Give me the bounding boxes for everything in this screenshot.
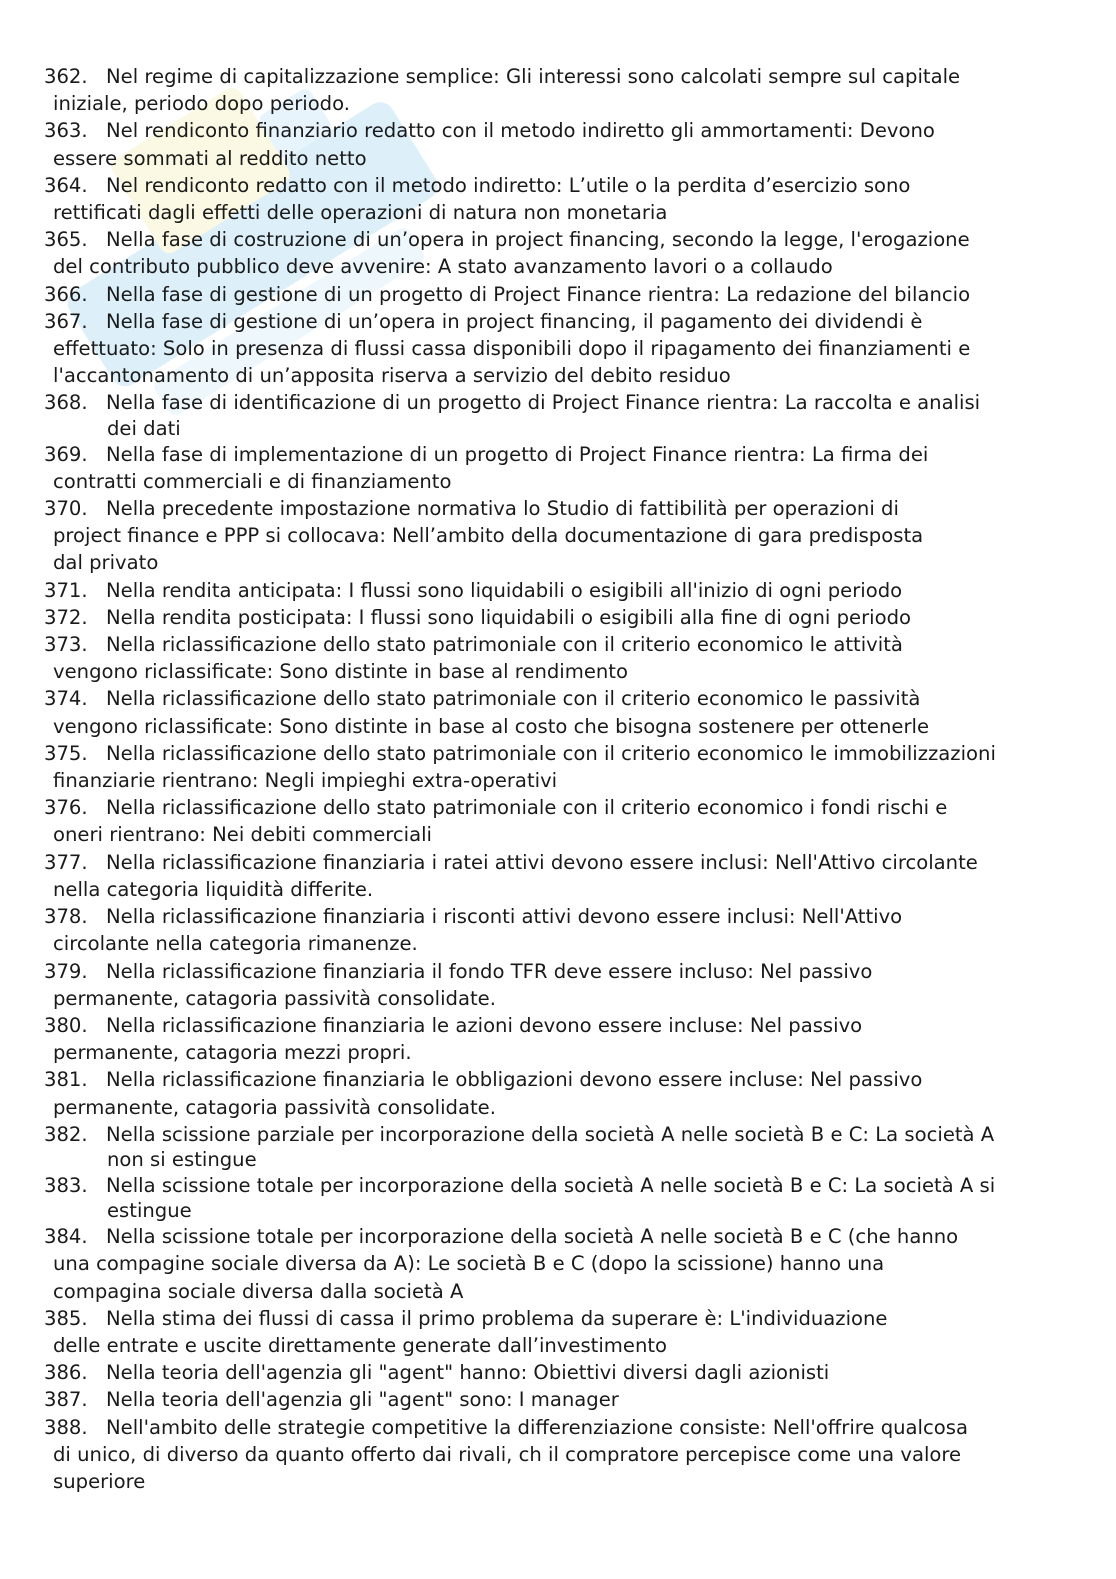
list-item	[44, 631, 1044, 685]
list-item	[44, 389, 1044, 440]
list-item	[44, 1223, 1044, 1305]
list-item	[44, 441, 1044, 495]
item-continuation-line: permanente, catagoria mezzi propri.	[53, 1041, 412, 1065]
item-text: Nella scissione totale per incorporazione della società A nelle società B e C (che hanno	[106, 1225, 959, 1249]
item-continuation	[44, 522, 1044, 576]
item-text: Nella riclassificazione dello stato patrimoniale con il criterio economico le immobilizzazioni	[106, 741, 996, 765]
item-first-line	[44, 1359, 1044, 1386]
item-continuation-line: dei dati	[107, 416, 181, 440]
item-first-line	[44, 849, 1044, 876]
item-number: 381.	[44, 1068, 88, 1092]
item-text: Nella riclassificazione finanziaria le azioni devono essere incluse: Nel passivo	[106, 1013, 863, 1037]
item-text: Nella fase di gestione di un progetto di Project Finance rientra: La redazione del bilancio	[106, 282, 971, 306]
item-number: 364.	[44, 173, 88, 197]
item-continuation-line: oneri rientrano: Nei debiti commerciali	[53, 823, 432, 847]
item-first-line	[44, 495, 1044, 522]
list-item	[44, 1414, 1044, 1496]
item-first-line	[44, 281, 1044, 308]
item-text: Nel rendiconto finanziario redatto con il metodo indiretto gli ammortamenti: Devono	[106, 119, 935, 143]
list-item	[44, 685, 1044, 739]
item-number: 380.	[44, 1013, 88, 1037]
item-first-line	[44, 226, 1044, 253]
item-number: 369.	[44, 442, 88, 466]
item-first-line	[44, 389, 1044, 416]
list-item	[44, 958, 1044, 1012]
item-text: Nell'ambito delle strategie competitive la differenziazione consiste: Nell'offrire qualcosa	[106, 1415, 968, 1439]
item-first-line	[44, 308, 1044, 335]
item-continuation-line: finanziarie rientrano: Negli impieghi extra-operativi	[53, 769, 558, 793]
list-item	[44, 577, 1044, 604]
item-continuation-line: di unico, di diverso da quanto offerto dai rivali, ch il compratore percepisce come una valore	[53, 1442, 962, 1466]
item-continuation	[44, 1094, 1044, 1121]
item-first-line	[44, 117, 1044, 144]
item-text: Nella riclassificazione finanziaria le obbligazioni devono essere incluse: Nel passivo	[106, 1068, 923, 1092]
item-text: Nella fase di identificazione di un progetto di Project Finance rientra: La raccolta e analisi	[106, 391, 981, 415]
item-continuation	[44, 468, 1044, 495]
list-item	[44, 226, 1044, 280]
item-continuation	[44, 767, 1044, 794]
item-continuation	[44, 1332, 1044, 1359]
item-text: Nella fase di gestione di un’opera in project financing, il pagamento dei dividendi è	[106, 309, 923, 333]
item-first-line	[44, 958, 1044, 985]
item-continuation-line: circolante nella categoria rimanenze.	[53, 932, 418, 956]
item-continuation-line: estingue	[107, 1199, 192, 1223]
list-item	[44, 117, 1044, 171]
item-continuation	[44, 1039, 1044, 1066]
item-text: Nella riclassificazione finanziaria il fondo TFR deve essere incluso: Nel passivo	[106, 959, 873, 983]
item-continuation	[44, 335, 1044, 389]
list-item	[44, 308, 1044, 390]
item-number: 375.	[44, 741, 88, 765]
item-text: Nella fase di implementazione di un progetto di Project Finance rientra: La firma dei	[106, 442, 929, 466]
item-first-line	[44, 1012, 1044, 1039]
item-continuation-line: vengono riclassificate: Sono distinte in base al costo che bisogna sostenere per ottenerle	[53, 714, 930, 738]
list-item	[44, 495, 1044, 577]
list-item	[44, 63, 1044, 117]
item-number: 368.	[44, 391, 88, 415]
item-number: 377.	[44, 850, 88, 874]
item-number: 365.	[44, 228, 88, 252]
item-number: 382.	[44, 1122, 88, 1146]
item-first-line	[44, 1305, 1044, 1332]
item-number: 379.	[44, 959, 88, 983]
item-continuation	[44, 658, 1044, 685]
item-first-line	[44, 1223, 1044, 1250]
item-continuation-line: l'accantonamento di un’apposita riserva a servizio del debito residuo	[53, 364, 731, 388]
item-number: 366.	[44, 282, 88, 306]
item-number: 363.	[44, 119, 88, 143]
item-first-line	[44, 172, 1044, 199]
item-text: Nella scissione totale per incorporazione della società A nelle società B e C: La società A si	[106, 1173, 996, 1197]
list-item	[44, 1066, 1044, 1120]
list-item	[44, 281, 1044, 308]
item-continuation	[44, 713, 1044, 740]
item-continuation	[44, 1441, 1044, 1495]
item-text: Nella riclassificazione dello stato patrimoniale con il criterio economico le passività	[106, 687, 921, 711]
item-first-line	[44, 794, 1044, 821]
item-number: 384.	[44, 1225, 88, 1249]
list-item	[44, 903, 1044, 957]
item-continuation-line: compagina sociale diversa dalla società A	[53, 1279, 464, 1303]
list-item	[44, 1012, 1044, 1066]
item-text: Nella teoria dell'agenzia gli "agent" hanno: Obiettivi diversi dagli azionisti	[106, 1361, 830, 1385]
item-continuation-line: delle entrate e uscite direttamente generate dall’investimento	[53, 1333, 668, 1357]
item-first-line	[44, 740, 1044, 767]
list-item	[44, 1172, 1044, 1223]
item-number: 362.	[44, 65, 88, 88]
item-continuation-line: dal privato	[53, 551, 159, 575]
item-first-line	[44, 1121, 1044, 1148]
item-continuation	[44, 90, 1044, 117]
item-text: Nella scissione parziale per incorporazione della società A nelle società B e C: La società A	[106, 1122, 995, 1146]
item-continuation	[44, 821, 1044, 848]
item-number: 378.	[44, 905, 88, 929]
item-continuation-line: rettificati dagli effetti delle operazioni di natura non monetaria	[53, 201, 668, 225]
item-continuation	[44, 199, 1044, 226]
item-first-line	[44, 903, 1044, 930]
item-text: Nella precedente impostazione normativa lo Studio di fattibilità per operazioni di	[106, 497, 899, 521]
item-continuation-line: effettuato: Solo in presenza di flussi cassa disponibili dopo il ripagamento dei finanziamenti e	[53, 337, 971, 361]
item-first-line	[44, 604, 1044, 631]
list-item	[44, 604, 1044, 631]
item-continuation-line: permanente, catagoria passività consolidate.	[53, 986, 496, 1010]
item-continuation-line: essere sommati al reddito netto	[53, 146, 367, 170]
item-text: Nel rendiconto redatto con il metodo indiretto: L’utile o la perdita d’esercizio sono	[106, 173, 911, 197]
item-first-line	[44, 685, 1044, 712]
item-number: 386.	[44, 1361, 88, 1385]
item-first-line	[44, 1386, 1044, 1413]
item-number: 374.	[44, 687, 88, 711]
item-first-line	[44, 63, 1044, 90]
item-number: 367.	[44, 309, 88, 333]
item-text: Nella riclassificazione dello stato patrimoniale con il criterio economico i fondi rischi e	[106, 796, 948, 820]
item-text: Nel regime di capitalizzazione semplice: Gli interessi sono calcolati sempre sul capitale	[106, 65, 961, 88]
list-item	[44, 794, 1044, 848]
item-text: Nella stima dei flussi di cassa il primo problema da superare è: L'individuazione	[106, 1306, 888, 1330]
item-continuation	[44, 985, 1044, 1012]
item-first-line	[44, 631, 1044, 658]
list-item	[44, 172, 1044, 226]
item-continuation	[44, 876, 1044, 903]
item-number: 388.	[44, 1415, 88, 1439]
item-continuation-line: vengono riclassificate: Sono distinte in base al rendimento	[53, 660, 628, 684]
item-continuation-line: non si estingue	[107, 1147, 257, 1171]
item-continuation	[44, 417, 1044, 441]
item-number: 387.	[44, 1388, 88, 1412]
item-first-line	[44, 441, 1044, 468]
list-item	[44, 1359, 1044, 1386]
item-text: Nella rendita anticipata: I flussi sono liquidabili o esigibili all'inizio di ogni periodo	[106, 578, 903, 602]
list-item	[44, 1386, 1044, 1413]
document-body	[44, 63, 1044, 1495]
item-text: Nella fase di costruzione di un’opera in project financing, secondo la legge, l'erogazione	[106, 228, 970, 252]
item-continuation-line: permanente, catagoria passività consolidate.	[53, 1095, 496, 1119]
item-text: Nella teoria dell'agenzia gli "agent" sono: I manager	[106, 1388, 619, 1412]
item-first-line	[44, 1066, 1044, 1093]
item-continuation	[44, 930, 1044, 957]
item-text: Nella riclassificazione finanziaria i risconti attivi devono essere inclusi: Nell'Attivo	[106, 905, 903, 929]
list-item	[44, 1305, 1044, 1359]
item-continuation	[44, 145, 1044, 172]
item-continuation	[44, 1199, 1044, 1223]
item-first-line	[44, 1414, 1044, 1441]
item-continuation	[44, 253, 1044, 280]
item-number: 372.	[44, 605, 88, 629]
list-item	[44, 1121, 1044, 1172]
item-number: 385.	[44, 1306, 88, 1330]
item-first-line	[44, 577, 1044, 604]
list-item	[44, 849, 1044, 903]
item-text: Nella riclassificazione dello stato patrimoniale con il criterio economico le attività	[106, 633, 903, 657]
item-number: 371.	[44, 578, 88, 602]
item-continuation-line: iniziale, periodo dopo periodo.	[53, 92, 350, 116]
item-continuation-line: nella categoria liquidità differite.	[53, 877, 374, 901]
item-continuation-line: superiore	[53, 1469, 146, 1493]
item-text: Nella riclassificazione finanziaria i ratei attivi devono essere inclusi: Nell'Attivo circolante	[106, 850, 978, 874]
item-continuation-line: una compagine sociale diversa da A): Le società B e C (dopo la scissione) hanno una	[53, 1252, 885, 1276]
item-continuation	[44, 1148, 1044, 1172]
item-first-line	[44, 1172, 1044, 1199]
item-continuation-line: project finance e PPP si collocava: Nell’ambito della documentazione di gara predisposta	[53, 524, 924, 548]
item-number: 370.	[44, 497, 88, 521]
item-text: Nella rendita posticipata: I flussi sono liquidabili o esigibili alla fine di ogni periodo	[106, 605, 911, 629]
item-number: 383.	[44, 1173, 88, 1197]
item-continuation-line: del contributo pubblico deve avvenire: A stato avanzamento lavori o a collaudo	[53, 255, 833, 279]
item-continuation	[44, 1250, 1044, 1304]
item-number: 373.	[44, 633, 88, 657]
item-number: 376.	[44, 796, 88, 820]
item-continuation-line: contratti commerciali e di finanziamento	[53, 469, 452, 493]
list-item	[44, 740, 1044, 794]
